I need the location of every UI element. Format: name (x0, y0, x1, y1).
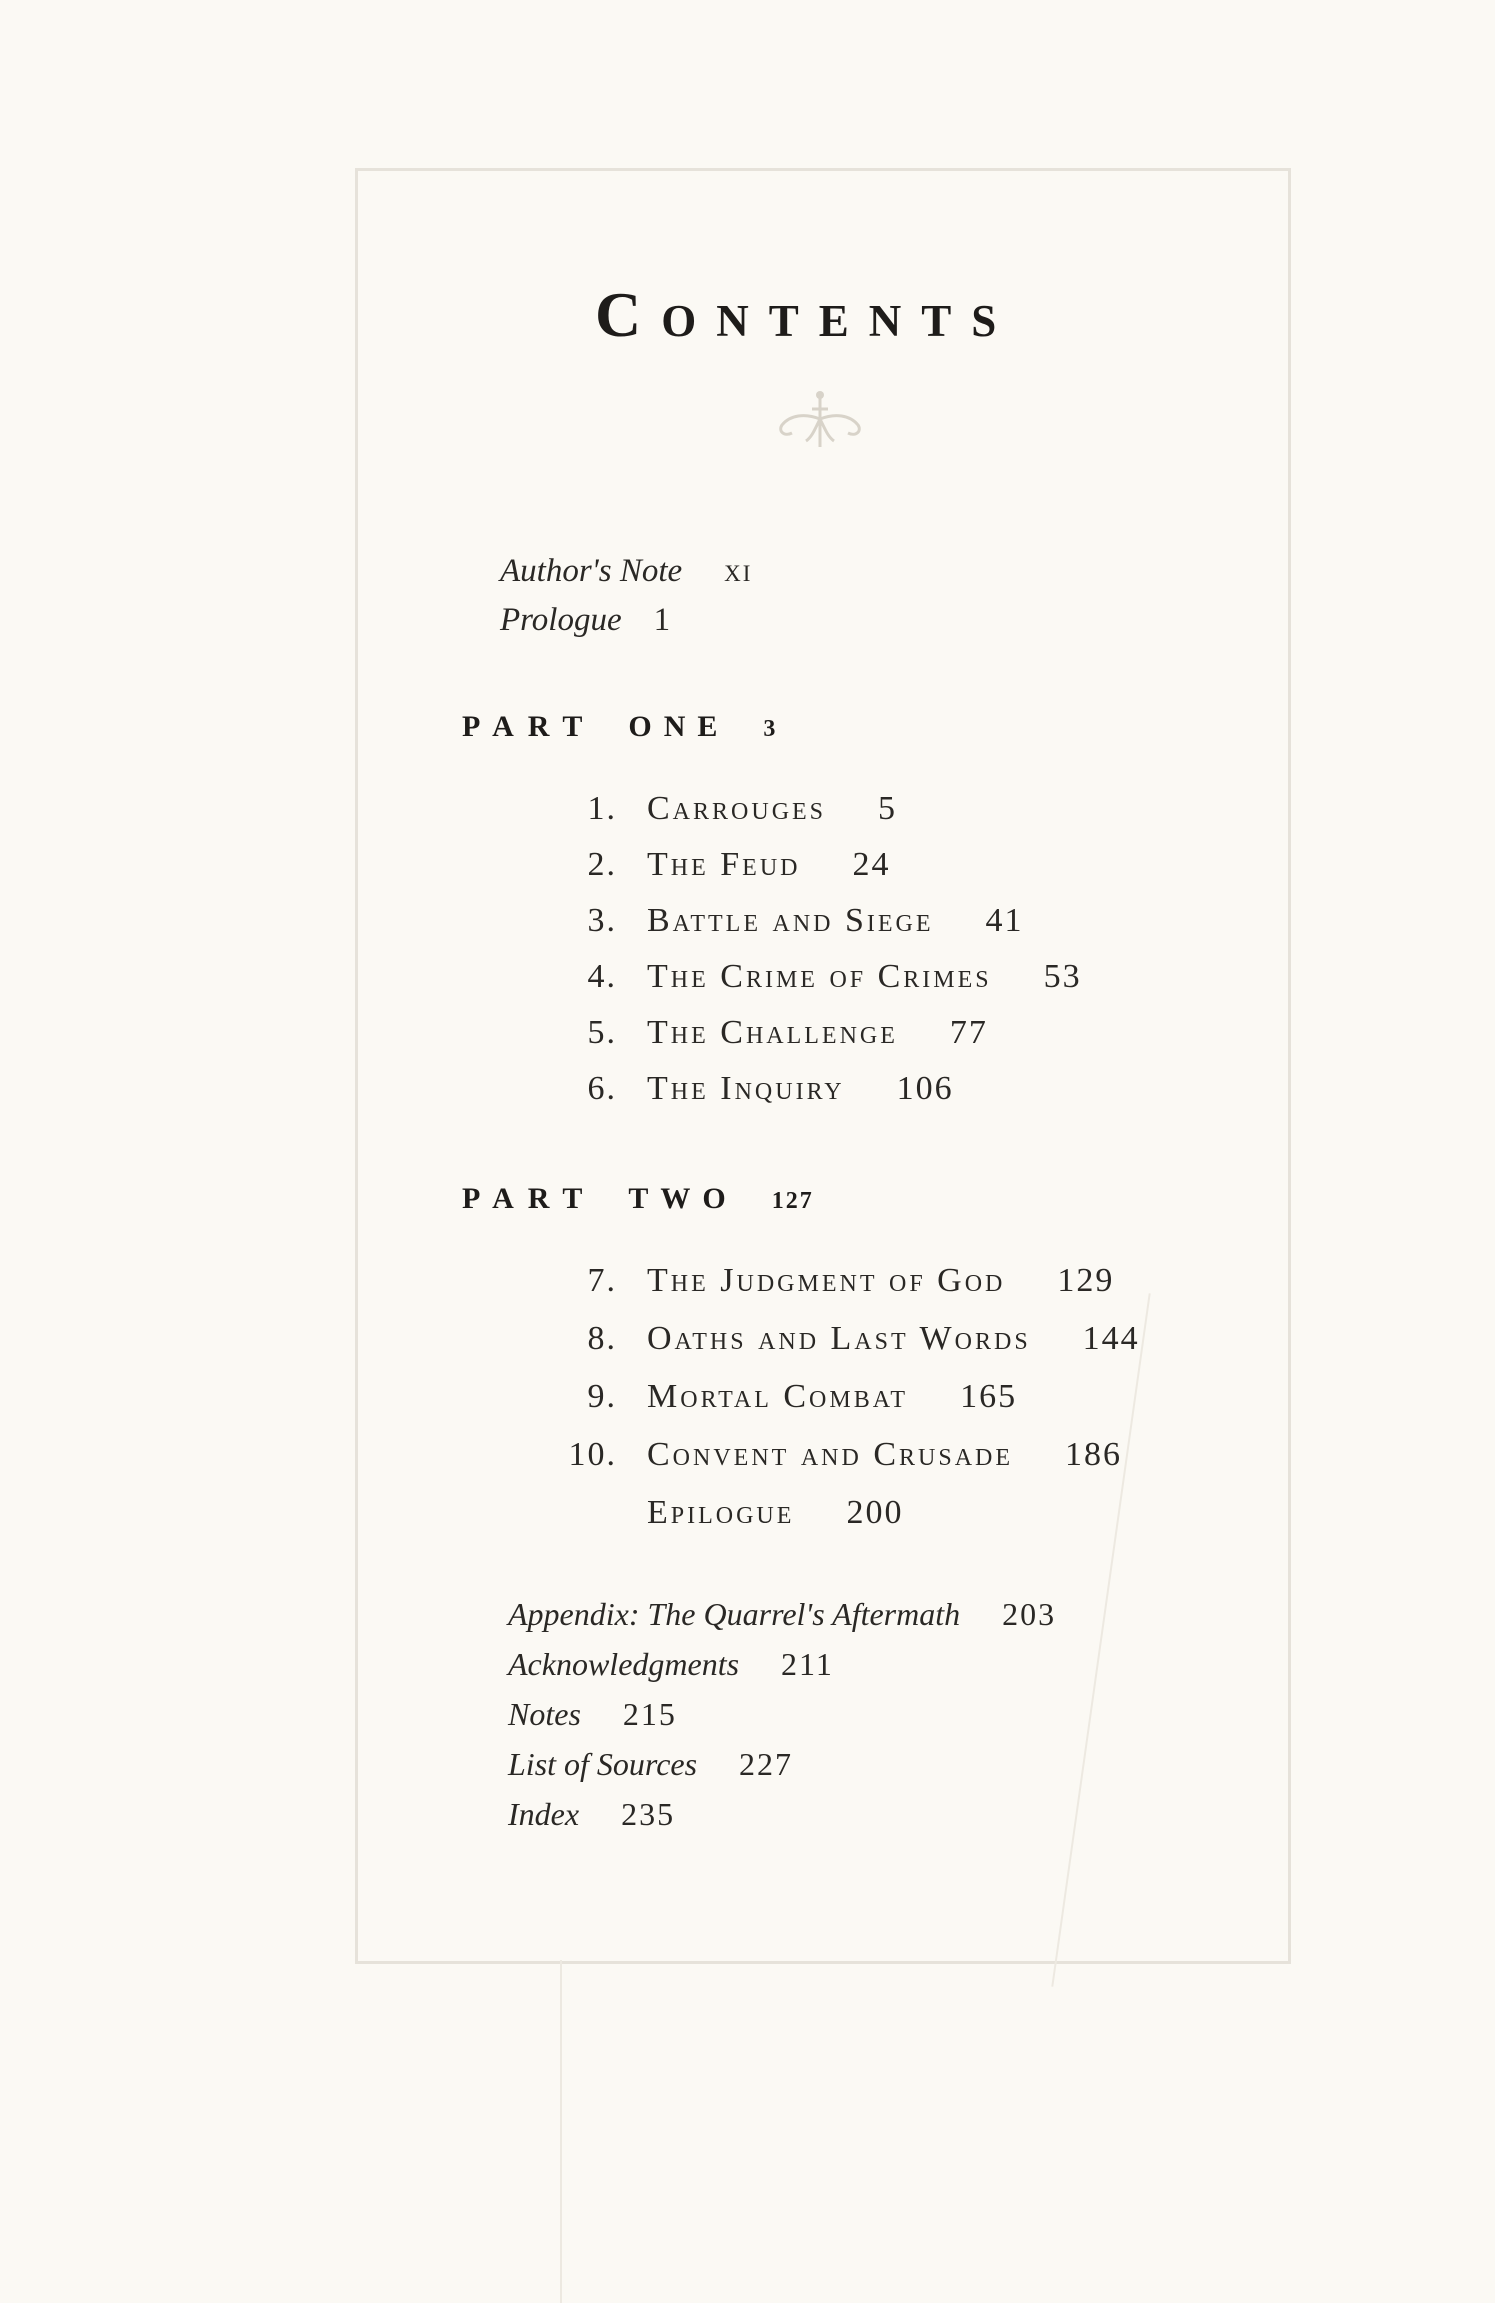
entry-label: Author's Note (500, 553, 683, 589)
chapter-entry[interactable] (535, 1070, 954, 1108)
chapter-number: 2. (587, 846, 617, 883)
chapter-entry[interactable] (535, 902, 1024, 940)
back-matter-entry[interactable] (508, 1746, 793, 1783)
chapter-page: 77 (949, 1014, 988, 1051)
entry-label: Index (508, 1796, 580, 1832)
entry-label: Prologue (500, 602, 622, 638)
chapter-number: 9. (587, 1378, 617, 1415)
chapter-title: Battle and Siege (647, 902, 934, 939)
chapter-number: 7. (587, 1262, 617, 1299)
chapter-entry[interactable] (535, 1262, 1114, 1300)
chapter-title: Epilogue (647, 1494, 795, 1531)
part-name: ONE (628, 710, 730, 743)
page-title: Contents (595, 279, 1017, 350)
entry-page: 235 (621, 1796, 676, 1832)
chapter-number: 5. (587, 1014, 617, 1051)
part-name: TWO (628, 1182, 738, 1215)
front-matter-entry[interactable] (500, 602, 672, 639)
back-matter-entry[interactable] (508, 1646, 834, 1683)
part-heading (462, 710, 777, 744)
chapter-title: Oaths and Last Words (647, 1320, 1031, 1357)
part-label: PART (462, 710, 597, 743)
chapter-title: Carrouges (647, 790, 827, 827)
entry-page: 215 (622, 1696, 677, 1732)
chapter-entry[interactable] (535, 1014, 988, 1052)
part-page: 3 (763, 716, 778, 742)
chapter-entry[interactable] (535, 846, 891, 884)
chapter-number: 3. (587, 902, 617, 939)
chapter-entry[interactable] (535, 790, 897, 828)
entry-page: 211 (781, 1646, 834, 1682)
chapter-page: 106 (896, 1070, 954, 1107)
chapter-entry[interactable] (535, 958, 1082, 996)
entry-label: List of Sources (508, 1746, 698, 1782)
chapter-page: 144 (1082, 1320, 1140, 1357)
paper-crease (560, 1960, 562, 2303)
chapter-title: Convent and Crusade (647, 1436, 1014, 1473)
chapter-title: The Feud (647, 846, 801, 883)
part-page: 127 (771, 1188, 814, 1214)
chapter-page: 5 (878, 790, 898, 827)
chapter-page: 165 (960, 1378, 1018, 1415)
entry-label: Appendix: The Quarrel's Aftermath (508, 1596, 961, 1632)
back-matter-entry[interactable] (508, 1696, 677, 1733)
entry-label: Acknowledgments (508, 1646, 740, 1682)
chapter-page: 200 (846, 1494, 904, 1531)
chapter-number: 1. (587, 790, 617, 827)
part-heading (462, 1182, 814, 1216)
chapter-page: 41 (985, 902, 1024, 939)
chapter-entry[interactable] (535, 1378, 1017, 1416)
chapter-title: Mortal Combat (647, 1378, 909, 1415)
entry-label: Notes (508, 1696, 581, 1732)
entry-page: 203 (1002, 1596, 1057, 1632)
chapter-title: The Inquiry (647, 1070, 845, 1107)
chapter-entry[interactable] (535, 1436, 1122, 1474)
chapter-title: The Crime of Crimes (647, 958, 992, 995)
fleuron-ornament-icon (760, 385, 880, 465)
chapter-title: The Judgment of God (647, 1262, 1006, 1299)
chapter-page: 24 (852, 846, 891, 883)
chapter-page: 53 (1043, 958, 1082, 995)
entry-page: 1 (653, 602, 673, 638)
chapter-number: 4. (587, 958, 617, 995)
chapter-number: 10. (568, 1436, 617, 1473)
part-label: PART (462, 1182, 597, 1215)
chapter-page: 186 (1065, 1436, 1123, 1473)
entry-page: xi (724, 553, 753, 589)
front-matter-entry[interactable] (500, 553, 752, 590)
chapter-page: 129 (1057, 1262, 1115, 1299)
chapter-entry[interactable] (535, 1494, 903, 1532)
entry-page: 227 (739, 1746, 794, 1782)
chapter-number: 8. (587, 1320, 617, 1357)
back-matter-entry[interactable] (508, 1796, 675, 1833)
chapter-title: The Challenge (647, 1014, 898, 1051)
back-matter-entry[interactable] (508, 1596, 1056, 1633)
chapter-number: 6. (587, 1070, 617, 1107)
chapter-entry[interactable] (535, 1320, 1140, 1358)
